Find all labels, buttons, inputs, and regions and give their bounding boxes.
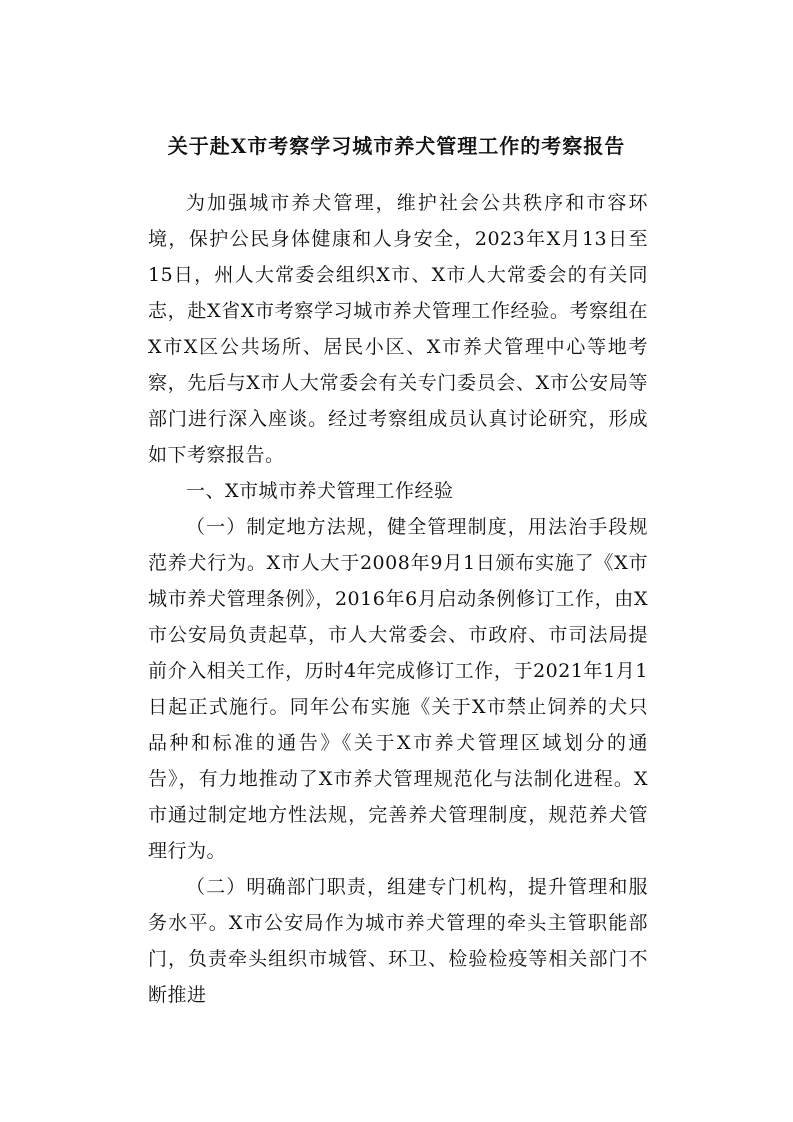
paragraph-intro: 为加强城市养犬管理，维护社会公共秩序和市容环境，保护公民身体健康和人身安全，2023年X月13日至15日，州人大常委会组织X市、X市人大常委会的有关同志，赴X省X市考察学习城市养犬管理工作经验。考察组在X市X区公共场所、居民小区、X市养犬管理中心等地考察，先后与X市人大常委会有关专门委员会、X市公安局等部门进行深入座谈。经过考察组成员认真讨论研究，形成如下考察报告。	[148, 192, 648, 466]
document-title: 关于赴X市考察学习城市养犬管理工作的考察报告	[167, 134, 626, 158]
section-heading-1: 一、X市城市养犬管理工作经验	[186, 480, 454, 502]
paragraph-subsection-2: （二）明确部门职责，组建专门机构，提升管理和服务水平。X市公安局作为城市养犬管理的牵头主管职能部门，负责牵头组织市城管、环卫、检验检疫等相关部门不断推进	[148, 876, 648, 1006]
paragraph-subsection-1: （一）制定地方法规，健全管理制度，用法治手段规范养犬行为。X市人大于2008年9月1日颁布实施了《X市城市养犬管理条例》，2016年6月启动条例修订工作，由X市公安局负责起草，市人大常委会、市政府、市司法局提前介入相关工作，历时4年完成修订工作，于2021年1月1日起正式施行。同年公布实施《关于X市禁止饲养的犬只品种和标准的通告》《关于X市养犬管理区域划分的通告》，有力地推动了X市养犬管理规范化与法制化进程。X市通过制定地方性法规，完善养犬管理制度，规范养犬管理行为。	[148, 516, 648, 862]
document-body	[148, 185, 648, 1013]
